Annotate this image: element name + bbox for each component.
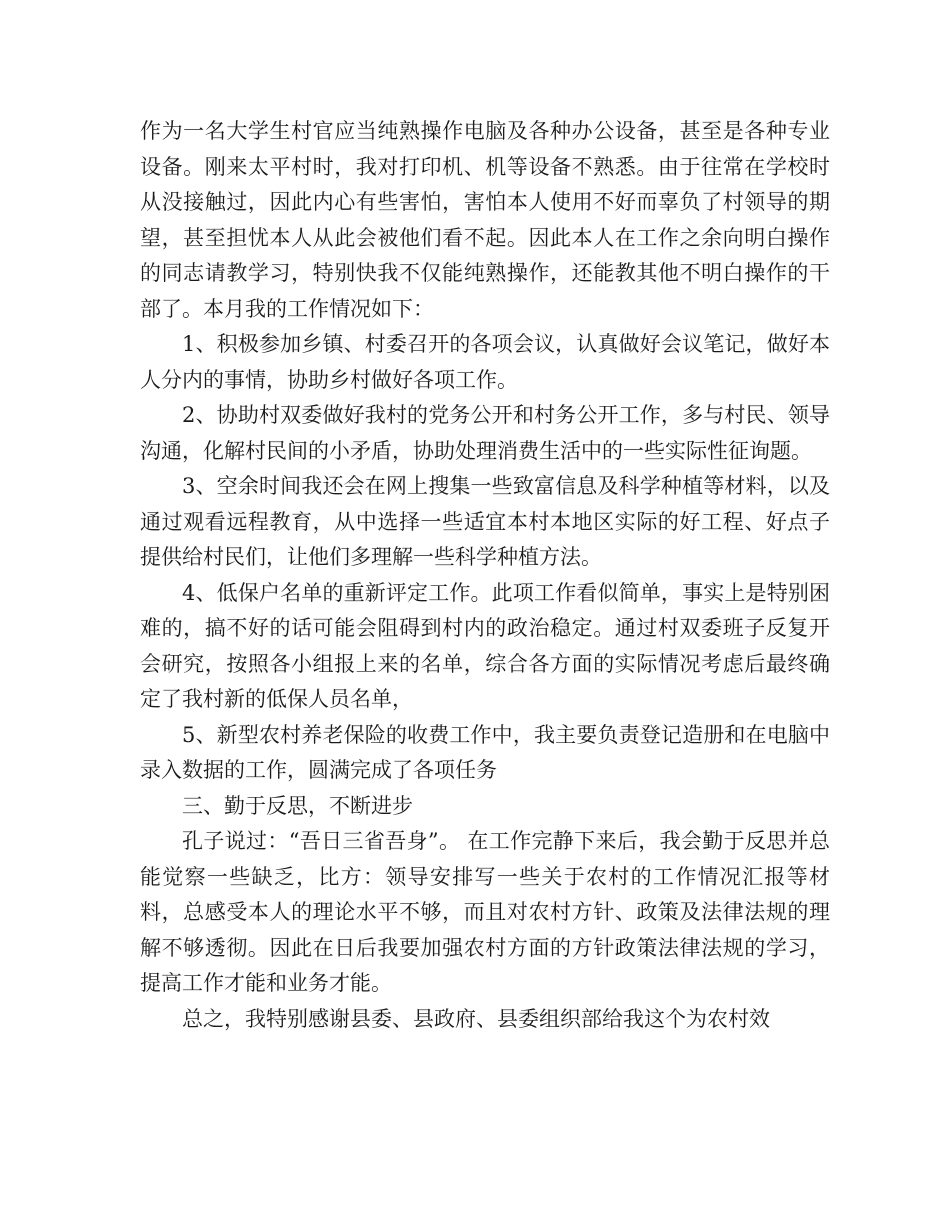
paragraph-item-3: 3、空余时间我还会在网上搜集一些致富信息及科学种植等材料，以及通过观看远程教育，从中选择一些适宜本村本地区实际的好工程、好点子提供给村民们，让他们多理解一些科学种植方法。 bbox=[140, 474, 830, 569]
paragraph-item-5: 5、新型农村养老保险的收费工作中，我主要负责登记造册和在电脑中录入数据的工作，圆满完成了各项任务 bbox=[140, 722, 830, 782]
paragraph-item-1: 1、积极参加乡镇、村委召开的各项会议，认真做好会议笔记，做好本人分内的事情，协助乡村做好各项工作。 bbox=[140, 332, 830, 392]
paragraph-intro: 作为一名大学生村官应当纯熟操作电脑及各种办公设备，甚至是各种专业设备。刚来太平村时，我对打印机、机等设备不熟悉。由于往常在学校时从没接触过，因此内心有些害怕，害怕本人使用不好而辜负了村领导的期望，甚至担忧本人从此会被他们看不起。因此本人在工作之余向明白操作的同志请教学习，特别快我不仅能纯熟操作，还能教其他不明白操作的干部了。本月我的工作情况如下： bbox=[140, 119, 830, 321]
paragraph-reflection: 孔子说过：“吾日三省吾身”。 在工作完静下来后，我会勤于反思并总能觉察一些缺乏，比方：领导安排写一些关于农村的工作情况汇报等材料，总感受本人的理论水平不够，而且对农村方针、政策及法律法规的理解不够透彻。因此在日后我要加强农村方面的方针政策法律法规的学习，提高工作才能和业务才能。 bbox=[140, 829, 830, 995]
paragraph-item-4: 4、低保户名单的重新评定工作。此项工作看似简单，事实上是特别困难的，搞不好的话可能会阻碍到村内的政治稳定。通过村双委班子反复开会研究，按照各小组报上来的名单，综合各方面的实际情况考虑后最终确定了我村新的低保人员名单， bbox=[140, 580, 830, 711]
document-body bbox=[140, 114, 830, 1037]
paragraph-conclusion: 总之，我特别感谢县委、县政府、县委组织部给我这个为农村效 bbox=[182, 1006, 770, 1031]
paragraph-item-2: 2、协助村双委做好我村的党务公开和村务公开工作，多与村民、领导沟通，化解村民间的小矛盾，协助处理消费生活中的一些实际性征询题。 bbox=[140, 403, 830, 463]
section-heading-reflection: 三、勤于反思，不断进步 bbox=[182, 793, 413, 818]
